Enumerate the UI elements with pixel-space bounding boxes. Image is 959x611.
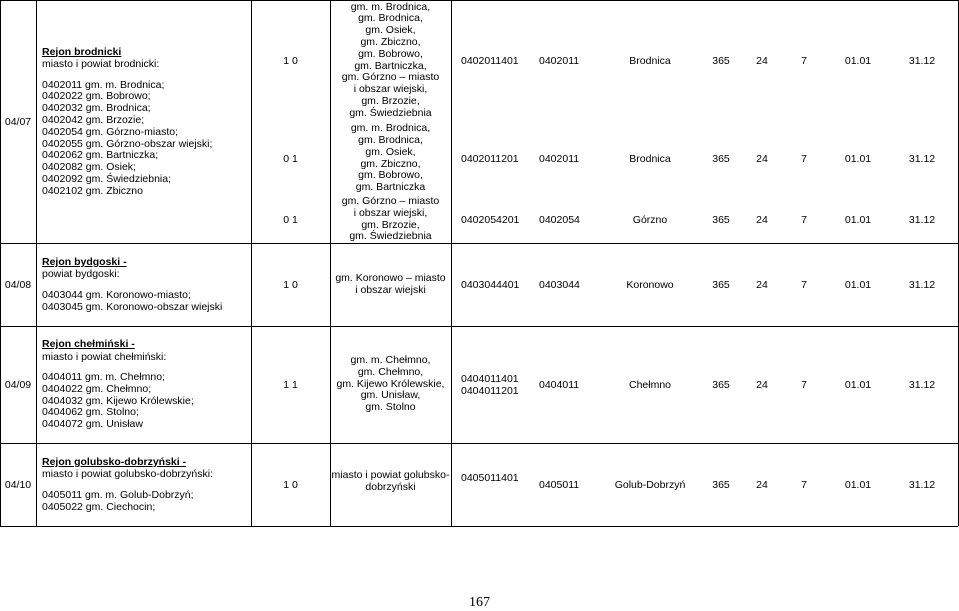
station-code: 0402011 xyxy=(539,54,580,67)
region-subtitle: powiat bydgoski: xyxy=(42,268,120,281)
region-title: Rejon chełmiński - xyxy=(42,338,135,350)
hours-value: 24 xyxy=(756,378,768,391)
area-cell: miasto i powiat golubsko- dobrzyński xyxy=(331,469,450,493)
days-value: 365 xyxy=(712,278,730,291)
station-code: 0405011 xyxy=(539,478,580,491)
table-border-bottom xyxy=(0,526,958,527)
area-cell: gm. Górzno – miasto i obszar wiejski, gm. Brzozie, gm. Świedziebnia xyxy=(341,194,440,243)
to-date: 31.12 xyxy=(908,278,936,291)
flags-cell: 0 1 xyxy=(283,213,298,226)
row-number: 04/09 xyxy=(4,378,32,391)
area-cell: gm. m. Chełmno, gm. Chełmno, gm. Kijewo Królewskie, gm. Unisław, gm. Stolno xyxy=(336,354,445,414)
to-date: 31.12 xyxy=(908,478,936,491)
from-date: 01.01 xyxy=(844,378,872,391)
from-date: 01.01 xyxy=(844,478,872,491)
week-value: 7 xyxy=(801,152,807,165)
region-subtitle: miasto i powiat golubsko-dobrzyński: xyxy=(42,468,213,481)
station-id: 0402054201 xyxy=(461,213,520,226)
week-value: 7 xyxy=(801,378,807,391)
region-title: Rejon golubsko-dobrzyński - xyxy=(42,455,187,468)
station-id: 0405011401 xyxy=(461,472,519,484)
region-subtitle: miasto i powiat chełmiński: xyxy=(42,350,167,363)
days-value: 365 xyxy=(712,152,730,165)
municipality-codes: 0402011 gm. m. Brodnica; 0402022 gm. Bobrowo; 0402032 gm. Brodnica; 0402042 gm. Brzozie; 0402054 gm. Górzno-miasto; 0402055 gm. Górzno-obszar wiejski; 0402062 gm. Bartniczka; 0402082 gm. Osiek; 0402092 gm. Świedziebnia; 0402102 gm. Zbiczno xyxy=(42,78,213,197)
from-date: 01.01 xyxy=(844,213,872,226)
row-number: 04/07 xyxy=(4,115,32,128)
station-code: 0403044 xyxy=(539,278,580,291)
to-date: 31.12 xyxy=(908,54,936,67)
station-code: 0402011 xyxy=(539,152,580,165)
region-cell xyxy=(42,443,248,526)
region-cell xyxy=(42,243,248,326)
area-cell: gm. m. Brodnica, gm. Brodnica, gm. Osiek, gm. Zbiczno, gm. Bobrowo, gm. Bartniczka, gm. Górzno – miasto i obszar wiejski, gm. Brzozie, gm. Świedziebnia xyxy=(341,0,440,119)
hours-value: 24 xyxy=(756,54,768,67)
flags-cell: 1 0 xyxy=(283,478,298,491)
flags-cell: 1 1 xyxy=(283,378,298,391)
station-id: 0403044401 xyxy=(461,278,520,291)
station-code: 0404011 xyxy=(539,378,580,391)
row-number: 04/10 xyxy=(4,478,32,491)
flags-cell: 1 0 xyxy=(283,278,298,291)
column-divider xyxy=(451,0,452,526)
week-value: 7 xyxy=(801,478,807,491)
from-date: 01.01 xyxy=(844,152,872,165)
hours-value: 24 xyxy=(756,213,768,226)
to-date: 31.12 xyxy=(908,378,936,391)
days-value: 365 xyxy=(712,54,730,67)
from-date: 01.01 xyxy=(844,278,872,291)
municipality-codes: 0403044 gm. Koronowo-miasto; 0403045 gm. Koronowo-obszar wiejski xyxy=(42,288,223,313)
station-name: Brodnica xyxy=(629,152,671,165)
flags-cell: 0 1 xyxy=(283,152,298,165)
station-name: Brodnica xyxy=(629,54,671,67)
station-code: 0402054 xyxy=(539,213,580,226)
station-name: Golub-Dobrzyń xyxy=(614,478,686,491)
station-name: Chełmno xyxy=(628,378,672,391)
region-subtitle: miasto i powiat brodnicki: xyxy=(42,58,160,71)
station-id: 0402011401 xyxy=(461,54,519,67)
hours-value: 24 xyxy=(756,478,768,491)
station-name: Koronowo xyxy=(626,278,674,291)
column-divider xyxy=(36,0,37,526)
region-cell xyxy=(42,0,248,243)
week-value: 7 xyxy=(801,278,807,291)
days-value: 365 xyxy=(712,213,730,226)
station-id: 0404011401 0404011201 xyxy=(461,372,519,397)
region-title: Rejon brodnicki xyxy=(42,45,122,58)
week-value: 7 xyxy=(801,54,807,67)
region-title: Rejon bydgoski - xyxy=(42,255,127,268)
region-cell xyxy=(42,326,248,443)
municipality-codes: 0404011 gm. m. Chełmno; 0404022 gm. Chełmno; 0404032 gm. Kijewo Królewskie; 0404062 gm. Stolno; 0404072 gm. Unisław xyxy=(42,371,194,431)
station-name: Górzno xyxy=(632,213,668,226)
page-number: 167 xyxy=(469,595,490,610)
station-id: 0402011201 xyxy=(461,152,519,165)
hours-value: 24 xyxy=(756,278,768,291)
to-date: 31.12 xyxy=(908,213,936,226)
hours-value: 24 xyxy=(756,152,768,165)
area-cell: gm. Koronowo – miasto i obszar wiejski xyxy=(335,271,446,296)
to-date: 31.12 xyxy=(908,152,936,165)
from-date: 01.01 xyxy=(844,54,872,67)
row-number: 04/08 xyxy=(4,278,32,291)
municipality-codes: 0405011 gm. m. Golub-Dobrzyń; 0405022 gm. Ciechocin; xyxy=(42,488,194,513)
days-value: 365 xyxy=(712,378,730,391)
flags-cell: 1 0 xyxy=(283,54,298,67)
week-value: 7 xyxy=(801,213,807,226)
days-value: 365 xyxy=(712,478,730,491)
area-cell: gm. m. Brodnica, gm. Brodnica, gm. Osiek, gm. Zbiczno, gm. Bobrowo, gm. Bartniczka xyxy=(350,122,431,194)
